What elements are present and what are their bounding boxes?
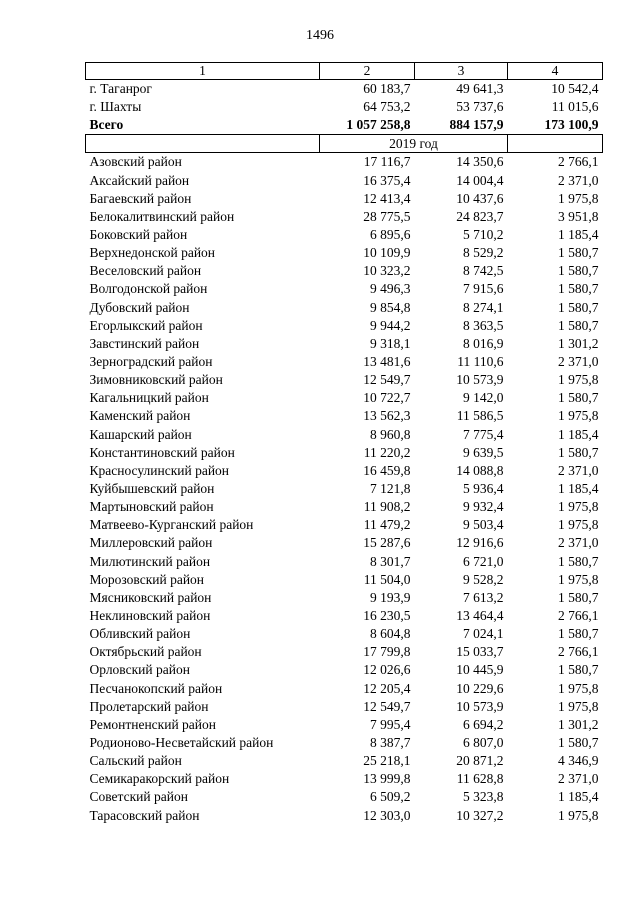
value-col-3: 14 350,6 [456,154,504,170]
table-row [86,643,603,661]
value-col-2: 9 496,3 [370,281,411,297]
value-col-4: 1 580,7 [558,263,599,279]
district-name: Зерноградский район [89,354,213,370]
value-col-4: 1 975,8 [558,698,599,714]
value-col-4: 1 975,8 [558,807,599,823]
district-name: г. Таганрог [89,81,152,97]
value-col-3: 9 639,5 [463,444,504,460]
table-row [86,98,603,116]
value-col-4: 10 542,4 [551,81,599,97]
total-col-3: 884 157,9 [415,116,508,135]
table-row [86,680,603,698]
table-row [86,734,603,752]
page-number: 1496 [306,28,334,43]
table-row [86,299,603,317]
district-name: Верхнедонской район [89,245,216,261]
value-col-2: 11 504,0 [363,571,411,587]
table-row [86,571,603,589]
value-col-4: 1 185,4 [558,227,599,243]
district-name: Обливский район [89,626,191,642]
value-col-3: 13 464,4 [456,608,504,623]
value-col-2: 8 604,8 [370,626,411,642]
value-col-4: 1 580,7 [558,390,599,406]
value-col-3: 24 823,7 [456,208,504,224]
district-name: Егорлыкский район [89,317,203,333]
district-name: Азовский район [89,154,182,170]
table-row [86,534,603,552]
value-col-4: 2 371,0 [558,771,599,787]
value-col-2: 10 109,9 [363,245,411,261]
budget-table [85,62,603,825]
table-row [86,280,603,298]
value-col-2: 12 413,4 [363,190,411,206]
value-col-3: 10 445,9 [456,662,504,678]
value-col-3: 5 323,8 [463,789,504,805]
value-col-3: 11 586,5 [456,408,504,424]
column-header-1: 1 [86,63,320,80]
district-name: Веселовский район [89,263,202,279]
table-row [86,698,603,716]
value-col-4: 1 580,7 [558,245,599,261]
value-col-3: 7 024,1 [463,626,504,642]
value-col-3: 6 807,0 [463,734,504,750]
value-col-2: 8 301,7 [370,553,411,569]
district-name: Родионово-Несветайский район [89,734,274,750]
value-col-3: 9 142,0 [463,390,504,406]
value-col-2: 8 960,8 [370,426,411,442]
value-col-2: 7 995,4 [370,716,411,732]
value-col-3: 8 742,5 [463,263,504,279]
district-name: Волгодонской район [89,281,208,297]
value-col-3: 8 363,5 [463,317,504,333]
year-label: 2019 год [320,135,508,153]
value-col-2: 15 287,6 [363,535,411,551]
total-col-2: 1 057 258,8 [320,116,415,135]
value-col-2: 13 562,3 [363,408,411,424]
district-name: Пролетарский район [89,698,209,714]
year-row [86,135,603,153]
value-col-2: 16 459,8 [363,462,411,478]
column-header-4: 4 [508,63,603,80]
table-row [86,589,603,607]
value-col-4: 1 580,7 [558,299,599,315]
value-col-3: 5 710,2 [463,227,504,243]
table-row [86,244,603,262]
value-col-2: 9 854,8 [370,299,411,315]
value-col-2: 10 722,7 [363,390,411,406]
table-row [86,208,603,226]
table-row [86,335,603,353]
value-col-4: 1 580,7 [558,734,599,750]
table-row [86,190,603,208]
value-col-2: 12 026,6 [363,662,411,678]
value-col-2: 7 121,8 [370,481,411,497]
value-col-3: 10 229,6 [456,680,504,696]
table-row [86,353,603,371]
value-col-2: 12 549,7 [363,372,411,388]
value-col-3: 9 932,4 [463,499,504,515]
year-empty-cell [86,135,320,153]
value-col-4: 1 580,7 [558,662,599,678]
district-name: Милютинский район [89,553,211,569]
value-col-2: 11 908,2 [363,499,411,515]
district-name: Красносулинский район [89,462,230,478]
table-row [86,788,603,806]
value-col-4: 1 975,8 [558,408,599,424]
value-col-2: 9 318,1 [370,335,411,351]
value-col-3: 20 871,2 [456,753,504,769]
total-row [86,116,603,135]
value-col-4: 4 346,9 [558,753,599,769]
value-col-2: 12 303,0 [363,807,411,823]
district-name: Советский район [89,789,188,805]
value-col-3: 10 327,2 [456,807,504,823]
value-col-3: 7 613,2 [463,589,504,605]
district-name: Мартыновский район [89,499,214,515]
value-col-2: 28 775,5 [363,208,411,224]
value-col-3: 6 694,2 [463,716,504,732]
column-header-2: 2 [320,63,415,80]
table-row [86,172,603,190]
district-name: Константиновский район [89,444,235,460]
value-col-2: 25 218,1 [363,753,411,769]
value-col-4: 1 185,4 [558,481,599,497]
table-row [86,262,603,280]
table-row [86,462,603,480]
value-col-2: 12 205,4 [363,680,411,696]
value-col-2: 10 323,2 [363,263,411,279]
value-col-4: 2 766,1 [558,608,599,623]
value-col-3: 10 573,9 [456,698,504,714]
value-col-3: 8 274,1 [463,299,504,315]
value-col-4: 1 580,7 [558,444,599,460]
value-col-4: 1 975,8 [558,680,599,696]
district-name: Аксайский район [89,172,190,188]
table-row [86,389,603,407]
value-col-3: 7 775,4 [463,426,504,442]
value-col-2: 64 753,2 [363,99,411,115]
table-row [86,625,603,643]
district-name: Ремонтненский район [89,716,216,732]
value-col-4: 1 975,8 [558,499,599,515]
value-col-2: 9 193,9 [370,589,411,605]
value-col-4: 2 371,0 [558,172,599,188]
value-col-2: 16 230,5 [363,608,411,623]
value-col-3: 14 088,8 [456,462,504,478]
column-header-3: 3 [415,63,508,80]
table-row [86,716,603,734]
value-col-4: 2 766,1 [558,154,599,170]
value-col-2: 17 799,8 [363,644,411,660]
value-col-3: 10 437,6 [456,190,504,206]
value-col-4: 3 951,8 [558,208,599,224]
value-col-2: 13 481,6 [363,354,411,370]
district-name: Куйбышевский район [89,481,215,497]
value-col-2: 8 387,7 [370,734,411,750]
total-label: Всего [86,116,320,135]
value-col-4: 2 371,0 [558,462,599,478]
district-name: Каменский район [89,408,191,424]
value-col-3: 6 721,0 [463,553,504,569]
district-name: Мясниковский район [89,589,212,605]
district-name: Орловский район [89,662,190,678]
value-col-3: 8 529,2 [463,245,504,261]
district-name: г. Шахты [89,99,142,115]
value-col-4: 1 301,2 [558,716,599,732]
value-col-2: 16 375,4 [363,172,411,188]
value-col-2: 9 944,2 [370,317,411,333]
value-col-3: 10 573,9 [456,372,504,388]
value-col-4: 1 580,7 [558,317,599,333]
value-col-4: 1 975,8 [558,372,599,388]
value-col-4: 1 580,7 [558,589,599,605]
year-empty-cell-right [508,135,603,153]
table-row [86,752,603,770]
district-name: Зимовниковский район [89,372,223,388]
value-col-3: 11 110,6 [457,354,504,370]
total-col-4: 173 100,9 [508,116,603,135]
district-name: Октябрьский район [89,644,202,660]
table-row [86,498,603,516]
table-row [86,153,603,172]
value-col-4: 1 185,4 [558,426,599,442]
value-col-3: 49 641,3 [456,81,504,97]
value-col-2: 11 479,2 [363,517,411,533]
header-row [86,63,603,80]
value-col-2: 6 895,6 [370,227,411,243]
district-name: Миллеровский район [89,535,213,551]
value-col-4: 2 371,0 [558,535,599,551]
value-col-4: 1 580,7 [558,553,599,569]
table-row [86,444,603,462]
district-name: Белокалитвинский район [89,208,235,224]
value-col-3: 12 916,6 [456,535,504,551]
value-col-2: 11 220,2 [363,444,411,460]
table-row [86,80,603,99]
district-name: Дубовский район [89,299,190,315]
value-col-2: 60 183,7 [363,81,411,97]
district-name: Морозовский район [89,571,205,587]
value-col-4: 2 371,0 [558,354,599,370]
district-name: Кагальницкий район [89,390,209,406]
table-row [86,516,603,534]
district-name: Семикаракорский район [89,771,230,787]
value-col-3: 9 528,2 [463,571,504,587]
value-col-3: 7 915,6 [463,281,504,297]
district-name: Матвеево-Курганский район [89,517,254,533]
value-col-2: 6 509,2 [370,789,411,805]
value-col-4: 1 580,7 [558,626,599,642]
table-row [86,371,603,389]
table-row [86,770,603,788]
value-col-3: 14 004,4 [456,172,504,188]
table-row [86,480,603,498]
table-row [86,426,603,444]
value-col-4: 11 015,6 [551,99,599,115]
value-col-3: 11 628,8 [456,771,504,787]
value-col-3: 15 033,7 [456,644,504,660]
value-col-4: 1 185,4 [558,789,599,805]
table-row [86,407,603,425]
value-col-4: 1 580,7 [558,281,599,297]
table-row [86,607,603,625]
district-name: Боковский район [89,227,188,243]
value-col-4: 1 975,8 [558,517,599,533]
district-name: Тарасовский район [89,807,200,823]
value-col-4: 1 975,8 [558,190,599,206]
district-name: Неклиновский район [89,608,211,623]
value-col-2: 13 999,8 [363,771,411,787]
value-col-4: 2 766,1 [558,644,599,660]
value-col-3: 5 936,4 [463,481,504,497]
district-name: Сальский район [89,753,182,769]
table-row [86,661,603,679]
district-name: Кашарский район [89,426,192,442]
district-name: Завстинский район [89,335,200,351]
table-row [86,806,603,824]
value-col-3: 8 016,9 [463,335,504,351]
value-col-4: 1 301,2 [558,335,599,351]
value-col-3: 9 503,4 [463,517,504,533]
table-row [86,553,603,571]
value-col-2: 12 549,7 [363,698,411,714]
value-col-4: 1 975,8 [558,571,599,587]
value-col-2: 17 116,7 [363,154,411,170]
district-name: Песчанокопский район [89,680,223,696]
district-name: Багаевский район [89,190,192,206]
value-col-3: 53 737,6 [456,99,504,115]
table-row [86,226,603,244]
table-row [86,317,603,335]
